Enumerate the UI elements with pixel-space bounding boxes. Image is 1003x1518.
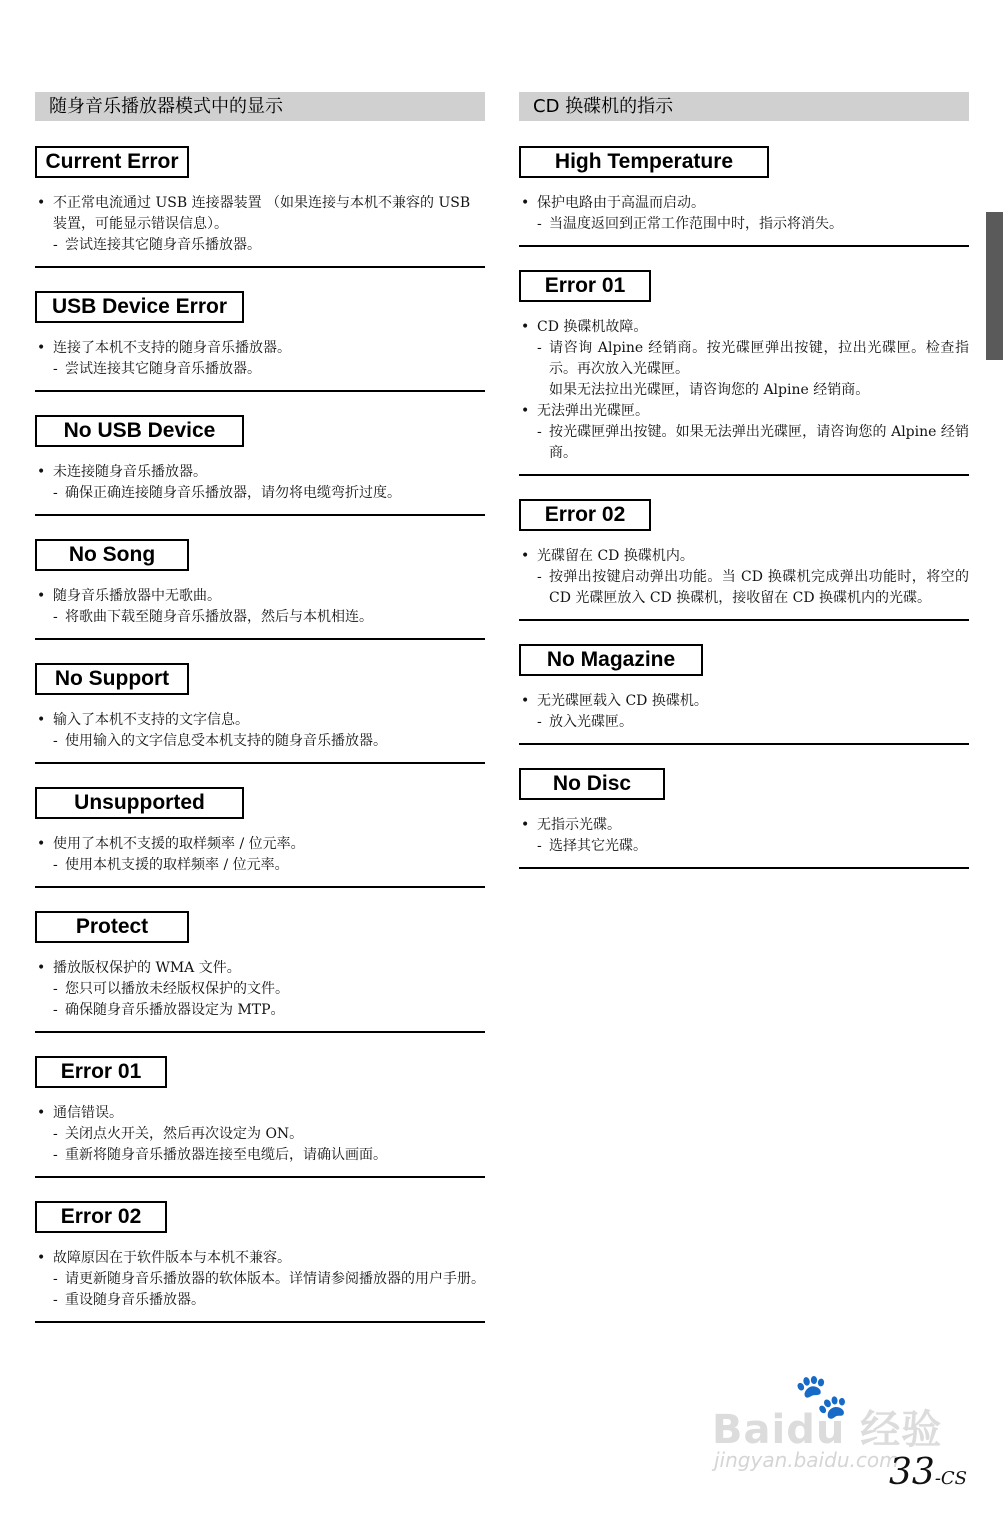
cause-bullet: • 光碟留在 CD 换碟机内。 (519, 546, 969, 567)
remedy-text: 尝试连接其它随身音乐播放器。 (65, 361, 261, 377)
error-code-label: Error 01 (519, 270, 651, 302)
error-code-label: No Support (35, 663, 189, 695)
left-entry (35, 787, 485, 888)
cause-bullet: • 通信错误。 (35, 1103, 485, 1124)
remedy-text: 按弹出按键启动弹出功能。当 CD 换碟机完成弹出功能时，将空的 CD 光碟匣放入 CD 换碟机，接收留在 CD 换碟机内的光碟。 (549, 569, 969, 606)
remedy-item (519, 836, 969, 857)
entry-description (35, 338, 485, 390)
remedy-item (35, 1124, 485, 1145)
remedy-text: 请咨询 Alpine 经销商。按光碟匣弹出按键，拉出光碟匣。检查指示。再次放入光碟匣。 (549, 340, 969, 377)
error-code-label: No Magazine (519, 644, 703, 676)
paw-icon: 🐾 (794, 1371, 849, 1422)
cause-bullet: • CD 换碟机故障。 (519, 317, 969, 338)
entry-description (35, 193, 485, 266)
entry-description (519, 193, 969, 245)
side-thumb-tab (986, 212, 1003, 360)
remedy-item (519, 338, 969, 401)
remedy-item (35, 1145, 485, 1166)
entry-description (35, 710, 485, 762)
page-number (889, 1452, 967, 1493)
remedy-item (519, 214, 969, 235)
cause-bullet: • 使用了本机不支援的取样频率 / 位元率。 (35, 834, 485, 855)
remedy-item (35, 855, 485, 876)
left-column (35, 92, 485, 1346)
cause-bullet: • 随身音乐播放器中无歌曲。 (35, 586, 485, 607)
remedy-item (35, 607, 485, 628)
remedy-text: 将歌曲下载至随身音乐播放器，然后与本机相连。 (65, 609, 373, 625)
remedy-item (519, 567, 969, 609)
entry-description (35, 586, 485, 638)
watermark-logo: Baidu 经验 (712, 1407, 943, 1453)
left-section-header: 随身音乐播放器模式中的显示 (35, 92, 485, 121)
remedy-text: 关闭点火开关，然后再次设定为 ON。 (65, 1126, 304, 1142)
left-entry (35, 539, 485, 640)
remedy-item (35, 1290, 485, 1311)
remedy-item (519, 712, 969, 733)
error-code-label: USB Device Error (35, 291, 244, 323)
remedy-text: 放入光碟匣。 (549, 714, 633, 730)
error-code-label: Current Error (35, 146, 189, 178)
error-code-label: Protect (35, 911, 189, 943)
entry-description (35, 834, 485, 886)
error-code-label: No Song (35, 539, 189, 571)
error-code-label: No USB Device (35, 415, 244, 447)
right-entry (519, 146, 969, 247)
left-entry (35, 1056, 485, 1178)
page-number-suffix: -CS (934, 1468, 967, 1489)
entry-description (35, 462, 485, 514)
error-code-label: Unsupported (35, 787, 244, 819)
remedy-text: 确保随身音乐播放器设定为 MTP。 (65, 1002, 285, 1018)
right-column (519, 92, 969, 892)
cause-bullet: • 输入了本机不支持的文字信息。 (35, 710, 485, 731)
remedy-text: 请更新随身音乐播放器的软体版本。详情请参阅播放器的用户手册。 (65, 1271, 485, 1287)
left-entry (35, 291, 485, 392)
left-entry (35, 146, 485, 268)
cause-bullet: • 不正常电流通过 USB 连接器装置 （如果连接与本机不兼容的 USB 装置，可能显示错误信息）。 (35, 193, 485, 235)
remedy-item (35, 359, 485, 380)
error-code-label: Error 02 (35, 1201, 167, 1233)
remedy-item (35, 1000, 485, 1021)
entry-description (519, 815, 969, 867)
right-section-header: CD 换碟机的指示 (519, 92, 969, 121)
remedy-text: 使用本机支援的取样频率 / 位元率。 (65, 857, 289, 873)
cause-bullet: • 保护电路由于高温而启动。 (519, 193, 969, 214)
remedy-text: 按光碟匣弹出按键。如果无法弹出光碟匣，请咨询您的 Alpine 经销商。 (549, 424, 969, 461)
page-number-value: 33 (889, 1452, 935, 1493)
entry-description (519, 546, 969, 619)
entry-description (35, 1103, 485, 1176)
remedy-item (35, 1269, 485, 1290)
error-code-label: No Disc (519, 768, 665, 800)
entry-description (519, 691, 969, 743)
remedy-text: 您只可以播放未经版权保护的文件。 (65, 981, 289, 997)
cause-bullet: • 播放版权保护的 WMA 文件。 (35, 958, 485, 979)
right-entry (519, 270, 969, 476)
cause-bullet: • 无光碟匣载入 CD 换碟机。 (519, 691, 969, 712)
left-entry-list (35, 146, 485, 1323)
remedy-text: 当温度返回到正常工作范围中时，指示将消失。 (549, 216, 843, 232)
remedy-item (35, 483, 485, 504)
error-code-label: High Temperature (519, 146, 769, 178)
remedy-item (35, 235, 485, 256)
remedy-item (519, 422, 969, 464)
entry-description (35, 958, 485, 1031)
remedy-extra-text: 如果无法拉出光碟匣，请咨询您的 Alpine 经销商。 (549, 382, 870, 398)
cause-bullet: • 无指示光碟。 (519, 815, 969, 836)
entry-description (35, 1248, 485, 1321)
remedy-text: 重设随身音乐播放器。 (65, 1292, 205, 1308)
cause-bullet: • 无法弹出光碟匣。 (519, 401, 969, 422)
error-code-label: Error 02 (519, 499, 651, 531)
cause-bullet: • 未连接随身音乐播放器。 (35, 462, 485, 483)
watermark-url: jingyan.baidu.com (714, 1448, 899, 1472)
right-entry (519, 499, 969, 621)
left-entry (35, 911, 485, 1033)
right-entry (519, 644, 969, 745)
remedy-text: 重新将随身音乐播放器连接至电缆后，请确认画面。 (65, 1147, 387, 1163)
cause-bullet: • 故障原因在于软件版本与本机不兼容。 (35, 1248, 485, 1269)
cause-bullet: • 连接了本机不支持的随身音乐播放器。 (35, 338, 485, 359)
left-entry (35, 415, 485, 516)
remedy-item (35, 731, 485, 752)
remedy-text: 尝试连接其它随身音乐播放器。 (65, 237, 261, 253)
remedy-text: 选择其它光碟。 (549, 838, 647, 854)
remedy-text: 使用输入的文字信息受本机支持的随身音乐播放器。 (65, 733, 387, 749)
right-entry (519, 768, 969, 869)
remedy-item (35, 979, 485, 1000)
error-code-label: Error 01 (35, 1056, 167, 1088)
remedy-text: 确保正确连接随身音乐播放器，请勿将电缆弯折过度。 (65, 485, 401, 501)
left-entry (35, 1201, 485, 1323)
right-entry-list (519, 146, 969, 869)
entry-description (519, 317, 969, 474)
left-entry (35, 663, 485, 764)
